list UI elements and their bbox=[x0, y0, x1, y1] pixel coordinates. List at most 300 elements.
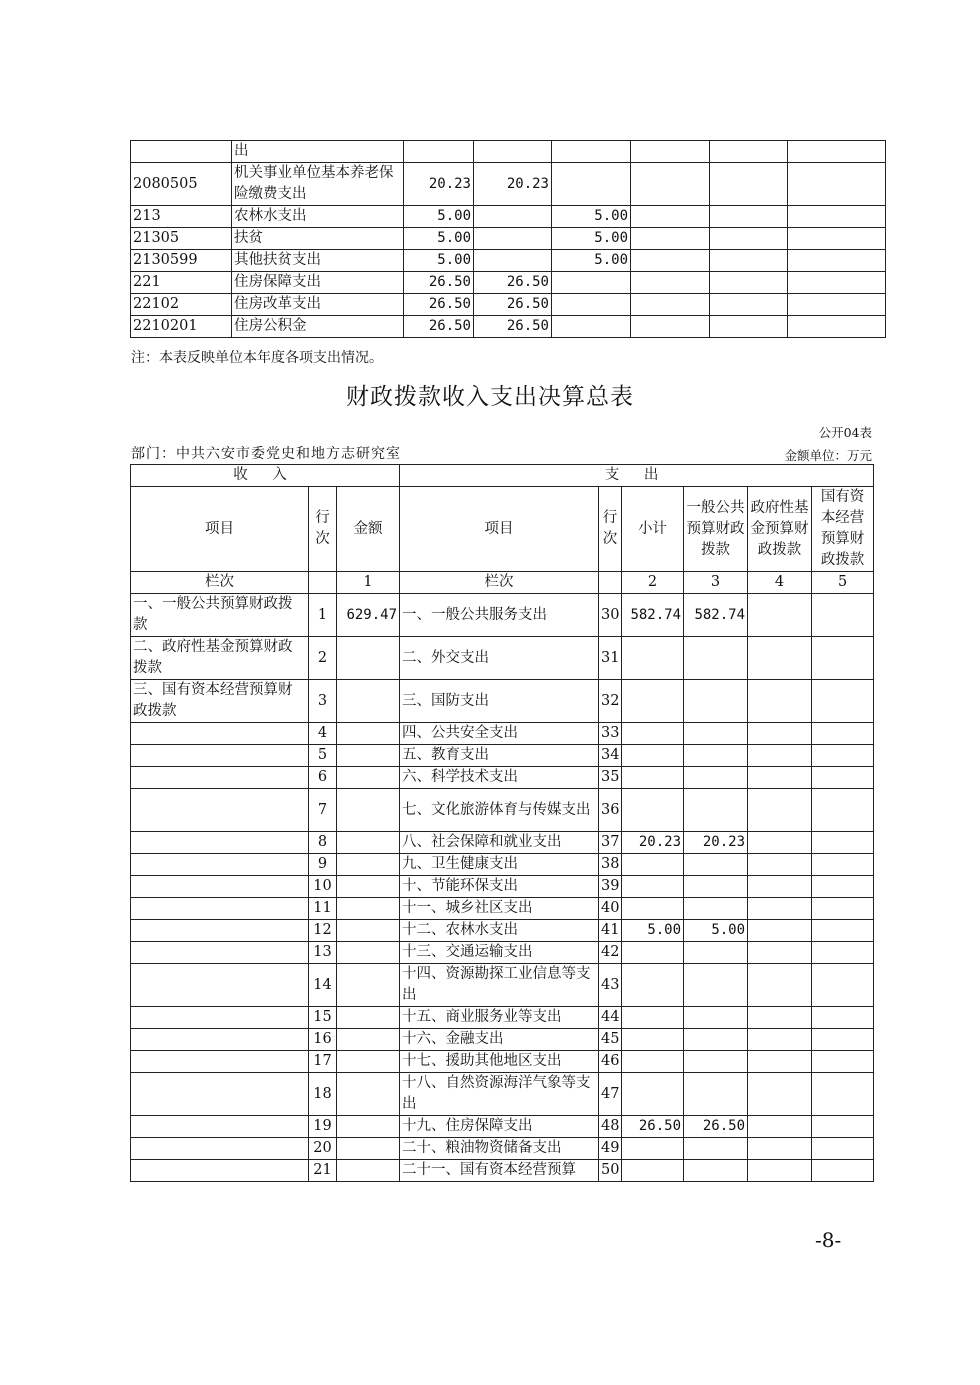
table-row bbox=[131, 206, 886, 228]
expense-item-header: 项目 bbox=[400, 487, 599, 572]
cell-ex-no: 46 bbox=[599, 1051, 622, 1073]
empty-cell bbox=[309, 572, 337, 594]
cell-sub bbox=[622, 1160, 684, 1182]
cell-c1: 20.23 bbox=[404, 163, 474, 206]
cell-sub bbox=[622, 898, 684, 920]
cell-ex-no: 45 bbox=[599, 1029, 622, 1051]
table-row bbox=[131, 920, 874, 942]
col-num-4: 4 bbox=[748, 572, 812, 594]
cell-c2 bbox=[474, 250, 552, 272]
empty-cell bbox=[748, 898, 812, 920]
income-col-label: 栏次 bbox=[131, 572, 309, 594]
empty-cell bbox=[788, 206, 886, 228]
cell-in-amt bbox=[337, 898, 400, 920]
empty-cell bbox=[710, 206, 788, 228]
page-title: 财政拨款收入支出决算总表 bbox=[346, 384, 634, 410]
table-row bbox=[131, 1073, 874, 1116]
cell-in-no: 21 bbox=[309, 1160, 337, 1182]
cell-sub bbox=[622, 1007, 684, 1029]
table-row bbox=[131, 1116, 874, 1138]
cell-gen bbox=[684, 1138, 748, 1160]
empty-cell bbox=[631, 228, 710, 250]
cell-gen bbox=[684, 637, 748, 680]
table-row bbox=[131, 294, 886, 316]
cell-in-item bbox=[131, 789, 309, 832]
empty-cell bbox=[812, 854, 874, 876]
cell-in-item bbox=[131, 1051, 309, 1073]
cell-in-item bbox=[131, 1160, 309, 1182]
empty-cell bbox=[788, 294, 886, 316]
section-header-row bbox=[131, 465, 874, 487]
cell-ex-no: 48 bbox=[599, 1116, 622, 1138]
cell-ex-no: 36 bbox=[599, 789, 622, 832]
cell-gen bbox=[684, 789, 748, 832]
cell-in-item bbox=[131, 1007, 309, 1029]
form-code: 公开04表 bbox=[818, 425, 872, 440]
cell-in-amt bbox=[337, 745, 400, 767]
cell-in-item bbox=[131, 767, 309, 789]
cell-in-amt bbox=[337, 637, 400, 680]
cell-gen bbox=[684, 876, 748, 898]
cell-in-item bbox=[131, 832, 309, 854]
cell-in-amt bbox=[337, 1160, 400, 1182]
cell-name: 住房改革支出 bbox=[232, 294, 404, 316]
empty-cell bbox=[631, 163, 710, 206]
cell-ex-no: 33 bbox=[599, 723, 622, 745]
cell-name: 出 bbox=[232, 141, 404, 163]
cell-in-no: 17 bbox=[309, 1051, 337, 1073]
cell-in-item bbox=[131, 723, 309, 745]
cell-name: 其他扶贫支出 bbox=[232, 250, 404, 272]
cell-code bbox=[131, 141, 232, 163]
cell-sub: 582.74 bbox=[622, 594, 684, 637]
cell-in-amt bbox=[337, 767, 400, 789]
cell-ex-no: 49 bbox=[599, 1138, 622, 1160]
col-num-3: 3 bbox=[684, 572, 748, 594]
table-row bbox=[131, 637, 874, 680]
empty-cell bbox=[710, 141, 788, 163]
cell-in-amt bbox=[337, 723, 400, 745]
cell-sub bbox=[622, 1051, 684, 1073]
cell-in-no: 11 bbox=[309, 898, 337, 920]
empty-cell bbox=[748, 1116, 812, 1138]
cell-sub bbox=[622, 854, 684, 876]
cell-ex-no: 31 bbox=[599, 637, 622, 680]
cell-in-item bbox=[131, 1029, 309, 1051]
cell-in-item bbox=[131, 745, 309, 767]
cell-c3 bbox=[552, 294, 631, 316]
fiscal-summary-table bbox=[130, 464, 874, 1182]
cell-gen: 20.23 bbox=[684, 832, 748, 854]
empty-cell bbox=[748, 1029, 812, 1051]
cell-in-amt bbox=[337, 942, 400, 964]
cell-c2 bbox=[474, 206, 552, 228]
cell-ex-no: 39 bbox=[599, 876, 622, 898]
cell-in-amt bbox=[337, 1138, 400, 1160]
cell-ex-item: 十六、金融支出 bbox=[400, 1029, 599, 1051]
table-row bbox=[131, 141, 886, 163]
cell-code: 22102 bbox=[131, 294, 232, 316]
expense-col-label: 栏次 bbox=[400, 572, 599, 594]
cell-ex-item: 七、文化旅游体育与传媒支出 bbox=[400, 789, 599, 832]
table-row bbox=[131, 964, 874, 1007]
cell-name: 住房保障支出 bbox=[232, 272, 404, 294]
cell-c3 bbox=[552, 272, 631, 294]
table-row bbox=[131, 594, 874, 637]
table-row bbox=[131, 854, 874, 876]
cell-code: 221 bbox=[131, 272, 232, 294]
empty-cell bbox=[599, 572, 622, 594]
cell-gen bbox=[684, 854, 748, 876]
cell-c1: 5.00 bbox=[404, 228, 474, 250]
cell-gen bbox=[684, 745, 748, 767]
cell-gen bbox=[684, 1160, 748, 1182]
cell-sub bbox=[622, 942, 684, 964]
empty-cell bbox=[710, 228, 788, 250]
empty-cell bbox=[710, 294, 788, 316]
table-row bbox=[131, 1029, 874, 1051]
column-header-row bbox=[131, 487, 874, 572]
cell-name: 住房公积金 bbox=[232, 316, 404, 338]
empty-cell bbox=[748, 942, 812, 964]
empty-cell bbox=[631, 141, 710, 163]
cell-in-no: 13 bbox=[309, 942, 337, 964]
cell-ex-item: 十七、援助其他地区支出 bbox=[400, 1051, 599, 1073]
empty-cell bbox=[812, 789, 874, 832]
cell-gen bbox=[684, 964, 748, 1007]
empty-cell bbox=[748, 964, 812, 1007]
cell-sub bbox=[622, 876, 684, 898]
empty-cell bbox=[812, 1138, 874, 1160]
table-row bbox=[131, 723, 874, 745]
cell-sub bbox=[622, 1138, 684, 1160]
cell-ex-no: 38 bbox=[599, 854, 622, 876]
empty-cell bbox=[812, 1160, 874, 1182]
table-row bbox=[131, 876, 874, 898]
cell-in-amt bbox=[337, 1073, 400, 1116]
cell-ex-item: 十、节能环保支出 bbox=[400, 876, 599, 898]
cell-in-no: 3 bbox=[309, 680, 337, 723]
cell-in-item: 一、一般公共预算财政拨款 bbox=[131, 594, 309, 637]
cell-c3: 5.00 bbox=[552, 206, 631, 228]
amount-unit-label: 金额单位：万元 bbox=[784, 448, 872, 463]
table-row bbox=[131, 898, 874, 920]
col-num-1: 1 bbox=[337, 572, 400, 594]
cell-in-item: 二、政府性基金预算财政拨款 bbox=[131, 637, 309, 680]
cell-sub bbox=[622, 745, 684, 767]
cell-ex-item: 八、社会保障和就业支出 bbox=[400, 832, 599, 854]
table-row bbox=[131, 942, 874, 964]
cell-sub bbox=[622, 637, 684, 680]
empty-cell bbox=[812, 1007, 874, 1029]
table-row bbox=[131, 163, 886, 206]
state-capital-header: 国有资本经营预算财政拨款 bbox=[812, 487, 874, 572]
cell-c2: 20.23 bbox=[474, 163, 552, 206]
cell-ex-item: 二十、粮油物资储备支出 bbox=[400, 1138, 599, 1160]
cell-in-amt: 629.47 bbox=[337, 594, 400, 637]
empty-cell bbox=[812, 832, 874, 854]
empty-cell bbox=[748, 637, 812, 680]
empty-cell bbox=[748, 745, 812, 767]
empty-cell bbox=[788, 272, 886, 294]
income-item-header: 项目 bbox=[131, 487, 309, 572]
empty-cell bbox=[631, 316, 710, 338]
empty-cell bbox=[631, 250, 710, 272]
cell-ex-item: 十四、资源勘探工业信息等支出 bbox=[400, 964, 599, 1007]
cell-sub: 5.00 bbox=[622, 920, 684, 942]
cell-c1 bbox=[404, 141, 474, 163]
cell-sub bbox=[622, 767, 684, 789]
table-row bbox=[131, 250, 886, 272]
cell-in-amt bbox=[337, 1029, 400, 1051]
table-row bbox=[131, 789, 874, 832]
cell-sub bbox=[622, 723, 684, 745]
cell-ex-item: 六、科学技术支出 bbox=[400, 767, 599, 789]
expense-header: 支 出 bbox=[400, 465, 874, 487]
cell-ex-item: 二十一、国有资本经营预算 bbox=[400, 1160, 599, 1182]
empty-cell bbox=[710, 163, 788, 206]
cell-in-no: 19 bbox=[309, 1116, 337, 1138]
column-number-row bbox=[131, 572, 874, 594]
cell-name: 扶贫 bbox=[232, 228, 404, 250]
cell-c1: 5.00 bbox=[404, 206, 474, 228]
cell-gen bbox=[684, 767, 748, 789]
cell-ex-no: 50 bbox=[599, 1160, 622, 1182]
empty-cell bbox=[748, 1073, 812, 1116]
cell-in-item bbox=[131, 854, 309, 876]
cell-gen bbox=[684, 1073, 748, 1116]
cell-c2: 26.50 bbox=[474, 316, 552, 338]
cell-gen bbox=[684, 723, 748, 745]
cell-c1: 26.50 bbox=[404, 294, 474, 316]
cell-in-no: 7 bbox=[309, 789, 337, 832]
cell-ex-no: 43 bbox=[599, 964, 622, 1007]
empty-cell bbox=[710, 250, 788, 272]
cell-c2 bbox=[474, 228, 552, 250]
cell-in-item bbox=[131, 898, 309, 920]
cell-c3 bbox=[552, 141, 631, 163]
table-row bbox=[131, 316, 886, 338]
cell-in-item bbox=[131, 1116, 309, 1138]
income-header: 收 入 bbox=[131, 465, 400, 487]
table-row bbox=[131, 272, 886, 294]
empty-cell bbox=[748, 680, 812, 723]
empty-cell bbox=[710, 316, 788, 338]
cell-ex-item: 十三、交通运输支出 bbox=[400, 942, 599, 964]
cell-ex-no: 47 bbox=[599, 1073, 622, 1116]
empty-cell bbox=[812, 723, 874, 745]
gov-fund-header: 政府性基金预算财政拨款 bbox=[748, 487, 812, 572]
table-row bbox=[131, 1160, 874, 1182]
cell-in-no: 9 bbox=[309, 854, 337, 876]
cell-name: 农林水支出 bbox=[232, 206, 404, 228]
cell-in-item bbox=[131, 1138, 309, 1160]
cell-in-amt bbox=[337, 876, 400, 898]
col-num-2: 2 bbox=[622, 572, 684, 594]
empty-cell bbox=[812, 1051, 874, 1073]
expense-detail-table bbox=[130, 140, 886, 338]
cell-ex-no: 44 bbox=[599, 1007, 622, 1029]
cell-c3: 5.00 bbox=[552, 250, 631, 272]
cell-in-item bbox=[131, 942, 309, 964]
cell-in-amt bbox=[337, 680, 400, 723]
cell-c3: 5.00 bbox=[552, 228, 631, 250]
table-note: 注：本表反映单位本年度各项支出情况。 bbox=[131, 350, 383, 366]
empty-cell bbox=[631, 272, 710, 294]
cell-c1: 26.50 bbox=[404, 272, 474, 294]
cell-ex-item: 三、国防支出 bbox=[400, 680, 599, 723]
empty-cell bbox=[748, 723, 812, 745]
cell-in-no: 12 bbox=[309, 920, 337, 942]
cell-gen bbox=[684, 942, 748, 964]
cell-gen: 5.00 bbox=[684, 920, 748, 942]
cell-in-no: 5 bbox=[309, 745, 337, 767]
cell-gen bbox=[684, 898, 748, 920]
cell-ex-item: 十九、住房保障支出 bbox=[400, 1116, 599, 1138]
cell-in-amt bbox=[337, 789, 400, 832]
cell-in-amt bbox=[337, 1007, 400, 1029]
empty-cell bbox=[812, 1116, 874, 1138]
cell-sub: 20.23 bbox=[622, 832, 684, 854]
cell-ex-item: 十八、自然资源海洋气象等支出 bbox=[400, 1073, 599, 1116]
cell-ex-item: 十五、商业服务业等支出 bbox=[400, 1007, 599, 1029]
empty-cell bbox=[631, 294, 710, 316]
cell-gen bbox=[684, 680, 748, 723]
cell-code: 2210201 bbox=[131, 316, 232, 338]
table-row bbox=[131, 745, 874, 767]
empty-cell bbox=[812, 1029, 874, 1051]
cell-ex-item: 十二、农林水支出 bbox=[400, 920, 599, 942]
empty-cell bbox=[748, 1051, 812, 1073]
cell-in-no: 10 bbox=[309, 876, 337, 898]
cell-gen: 26.50 bbox=[684, 1116, 748, 1138]
empty-cell bbox=[788, 163, 886, 206]
empty-cell bbox=[812, 964, 874, 1007]
empty-cell bbox=[788, 316, 886, 338]
cell-in-no: 2 bbox=[309, 637, 337, 680]
cell-in-no: 15 bbox=[309, 1007, 337, 1029]
empty-cell bbox=[812, 876, 874, 898]
general-budget-header: 一般公共预算财政拨款 bbox=[684, 487, 748, 572]
empty-cell bbox=[748, 767, 812, 789]
department-label: 部门：中共六安市委党史和地方志研究室 bbox=[131, 446, 401, 462]
cell-in-no: 20 bbox=[309, 1138, 337, 1160]
empty-cell bbox=[748, 854, 812, 876]
table-row bbox=[131, 680, 874, 723]
cell-sub bbox=[622, 1029, 684, 1051]
cell-gen bbox=[684, 1007, 748, 1029]
empty-cell bbox=[748, 1160, 812, 1182]
cell-c2: 26.50 bbox=[474, 294, 552, 316]
cell-ex-no: 30 bbox=[599, 594, 622, 637]
cell-name: 机关事业单位基本养老保险缴费支出 bbox=[232, 163, 404, 206]
cell-in-amt bbox=[337, 920, 400, 942]
cell-c1: 26.50 bbox=[404, 316, 474, 338]
cell-c3 bbox=[552, 316, 631, 338]
cell-in-amt bbox=[337, 964, 400, 1007]
cell-in-item bbox=[131, 876, 309, 898]
subtotal-header: 小计 bbox=[622, 487, 684, 572]
cell-in-item: 三、国有资本经营预算财政拨款 bbox=[131, 680, 309, 723]
cell-gen: 582.74 bbox=[684, 594, 748, 637]
empty-cell bbox=[748, 920, 812, 942]
cell-ex-no: 42 bbox=[599, 942, 622, 964]
cell-ex-item: 四、公共安全支出 bbox=[400, 723, 599, 745]
cell-ex-no: 34 bbox=[599, 745, 622, 767]
cell-sub bbox=[622, 789, 684, 832]
cell-c2: 26.50 bbox=[474, 272, 552, 294]
cell-in-amt bbox=[337, 1051, 400, 1073]
col-num-5: 5 bbox=[812, 572, 874, 594]
cell-ex-no: 35 bbox=[599, 767, 622, 789]
cell-in-no: 6 bbox=[309, 767, 337, 789]
table-row bbox=[131, 832, 874, 854]
table-row bbox=[131, 1007, 874, 1029]
empty-cell bbox=[812, 767, 874, 789]
cell-ex-no: 41 bbox=[599, 920, 622, 942]
cell-in-item bbox=[131, 1073, 309, 1116]
cell-in-no: 1 bbox=[309, 594, 337, 637]
cell-in-item bbox=[131, 920, 309, 942]
cell-gen bbox=[684, 1051, 748, 1073]
cell-ex-no: 32 bbox=[599, 680, 622, 723]
cell-sub bbox=[622, 964, 684, 1007]
cell-code: 213 bbox=[131, 206, 232, 228]
empty-cell bbox=[788, 141, 886, 163]
table-row bbox=[131, 1138, 874, 1160]
empty-cell bbox=[631, 206, 710, 228]
cell-in-no: 16 bbox=[309, 1029, 337, 1051]
cell-ex-no: 37 bbox=[599, 832, 622, 854]
cell-code: 2080505 bbox=[131, 163, 232, 206]
cell-c2 bbox=[474, 141, 552, 163]
cell-ex-item: 一、一般公共服务支出 bbox=[400, 594, 599, 637]
empty-cell bbox=[748, 1007, 812, 1029]
cell-c3 bbox=[552, 163, 631, 206]
table-row bbox=[131, 1051, 874, 1073]
cell-in-no: 14 bbox=[309, 964, 337, 1007]
table-row bbox=[131, 228, 886, 250]
page-number: -8- bbox=[815, 1228, 842, 1252]
cell-in-no: 18 bbox=[309, 1073, 337, 1116]
empty-cell bbox=[748, 789, 812, 832]
empty-cell bbox=[748, 1138, 812, 1160]
cell-in-amt bbox=[337, 1116, 400, 1138]
cell-c1: 5.00 bbox=[404, 250, 474, 272]
cell-sub: 26.50 bbox=[622, 1116, 684, 1138]
cell-ex-item: 十一、城乡社区支出 bbox=[400, 898, 599, 920]
empty-cell bbox=[812, 637, 874, 680]
expense-rowno-header: 行次 bbox=[599, 487, 622, 572]
empty-cell bbox=[812, 920, 874, 942]
cell-code: 2130599 bbox=[131, 250, 232, 272]
cell-ex-item: 二、外交支出 bbox=[400, 637, 599, 680]
cell-gen bbox=[684, 1029, 748, 1051]
cell-in-item bbox=[131, 964, 309, 1007]
cell-sub bbox=[622, 1073, 684, 1116]
table-row bbox=[131, 767, 874, 789]
empty-cell bbox=[812, 942, 874, 964]
empty-cell bbox=[788, 228, 886, 250]
empty-cell bbox=[812, 898, 874, 920]
cell-in-amt bbox=[337, 854, 400, 876]
cell-in-amt bbox=[337, 832, 400, 854]
empty-cell bbox=[812, 1073, 874, 1116]
empty-cell bbox=[812, 594, 874, 637]
empty-cell bbox=[748, 594, 812, 637]
cell-sub bbox=[622, 680, 684, 723]
income-rowno-header: 行次 bbox=[309, 487, 337, 572]
